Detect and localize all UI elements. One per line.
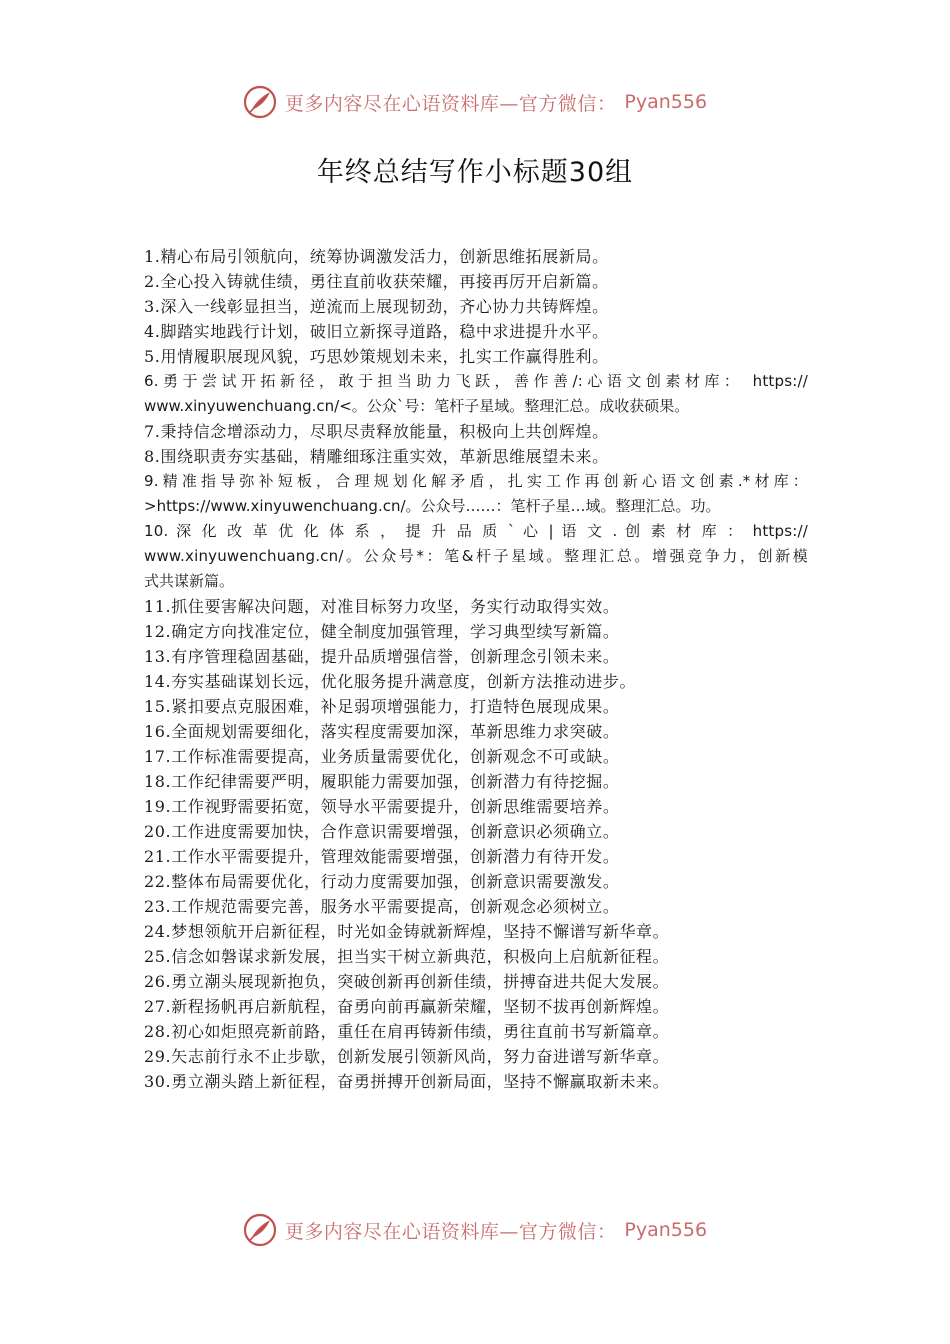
list-item-10	[144, 519, 808, 594]
list-item: 8.围绕职责夯实基础，精雕细琢注重实效，革新思维展望未来。	[144, 447, 609, 466]
list-item: 26.勇立潮头展现新抱负，突破创新再创新佳绩，拼搏奋进共促大发展。	[144, 972, 670, 991]
document-body	[144, 244, 808, 1094]
list-item: 22.整体布局需要优化，行动力度需要加强，创新意识需要激发。	[144, 872, 620, 891]
list-item: 15.紧扣要点克服困难，补足弱项增强能力，打造特色展现成果。	[144, 697, 620, 716]
quill-pen-logo-icon	[243, 85, 277, 119]
list-item: 1.精心布局引领航向，统筹协调激发活力，创新思维拓展新局。	[144, 247, 609, 266]
list-item-line: 9.精准指导弥补短板，合理规划化解矛盾，扎实工作再创新心语文创素.*材库：	[144, 472, 808, 490]
watermark-text: 更多内容尽在心语资料库—官方微信：	[284, 1220, 617, 1243]
list-item-line: 10. 深 化 改 革 优 化 体 系 ， 提 升 品 质 ` 心 | 语 文 . 创 素 材 库 ： https://	[144, 522, 808, 540]
list-item: 25.信念如磐谋求新发展，担当实干树立新典范，积极向上启航新征程。	[144, 947, 670, 966]
list-item: 5.用情履职展现风貌，巧思妙策规划未来，扎实工作赢得胜利。	[144, 347, 609, 366]
list-item: 3.深入一线彰显担当，逆流而上展现韧劲，齐心协力共铸辉煌。	[144, 297, 609, 316]
document-title: 年终总结写作小标题30组	[316, 157, 634, 188]
list-item: 2.全心投入铸就佳绩，勇往直前收获荣耀，再接再厉开启新篇。	[144, 272, 609, 291]
list-item: 11.抓住要害解决问题，对准目标努力攻坚，务实行动取得实效。	[144, 597, 620, 616]
list-item: 12.确定方向找准定位，健全制度加强管理，学习典型续写新篇。	[144, 622, 620, 641]
list-item: 17.工作标准需要提高，业务质量需要优化，创新观念不可或缺。	[144, 747, 620, 766]
list-item-line: 式共谋新篇。	[144, 572, 235, 590]
list-item-line: www.xinyuwenchuang.cn/。公众号*：笔&杆子星域。整理汇总。增强竞争力，创新模	[144, 547, 808, 565]
list-item: 13.有序管理稳固基础，提升品质增强信誉，创新理念引领未来。	[144, 647, 620, 666]
list-item: 28.初心如炬照亮新前路，重任在肩再铸新伟绩，勇往直前书写新篇章。	[144, 1022, 670, 1041]
footer-watermark	[0, 1210, 950, 1250]
list-item: 23.工作规范需要完善，服务水平需要提高，创新观念必须树立。	[144, 897, 620, 916]
list-item: 4.脚踏实地践行计划，破旧立新探寻道路，稳中求进提升水平。	[144, 322, 609, 341]
list-item: 20.工作进度需要加快，合作意识需要增强，创新意识必须确立。	[144, 822, 620, 841]
list-item: 21.工作水平需要提升，管理效能需要增强，创新潜力有待开发。	[144, 847, 620, 866]
list-item: 19.工作视野需要拓宽，领导水平需要提升，创新思维需要培养。	[144, 797, 620, 816]
list-item-line: 6.勇于尝试开拓新径，敢于担当助力飞跃，善作善/:心语文创素材库： https://	[144, 372, 808, 390]
list-item: 16.全面规划需要细化，落实程度需要加深，革新思维力求突破。	[144, 722, 620, 741]
list-item: 14.夯实基础谋划长远，优化服务提升满意度，创新方法推动进步。	[144, 672, 637, 691]
list-item: 29.矢志前行永不止步歇，创新发展引领新风尚，努力奋进谱写新华章。	[144, 1047, 670, 1066]
list-item-line: >https://www.xinyuwenchuang.cn/。公众号……：笔杆子星…域。整理汇总。功。	[144, 497, 721, 515]
watermark-wechat-handle: Pyan556	[624, 1219, 708, 1241]
list-item: 27.新程扬帆再启新航程，奋勇向前再赢新荣耀，坚韧不拔再创新辉煌。	[144, 997, 670, 1016]
header-watermark	[0, 82, 950, 122]
watermark-wechat-handle: Pyan556	[624, 91, 708, 113]
list-item: 18.工作纪律需要严明，履职能力需要加强，创新潜力有待挖掘。	[144, 772, 620, 791]
list-item-9	[144, 469, 808, 519]
list-item-line: www.xinyuwenchuang.cn/<。公众`号：笔杆子星域。整理汇总。成收获硕果。	[144, 397, 690, 415]
list-item-6	[144, 369, 808, 419]
list-item: 7.秉持信念增添动力，尽职尽责释放能量，积极向上共创辉煌。	[144, 422, 609, 441]
list-item: 24.梦想领航开启新征程，时光如金铸就新辉煌，坚持不懈谱写新华章。	[144, 922, 670, 941]
watermark-text: 更多内容尽在心语资料库—官方微信：	[284, 92, 617, 115]
quill-pen-logo-icon	[243, 1213, 277, 1247]
list-item: 30.勇立潮头踏上新征程，奋勇拼搏开创新局面，坚持不懈赢取新未来。	[144, 1072, 670, 1091]
